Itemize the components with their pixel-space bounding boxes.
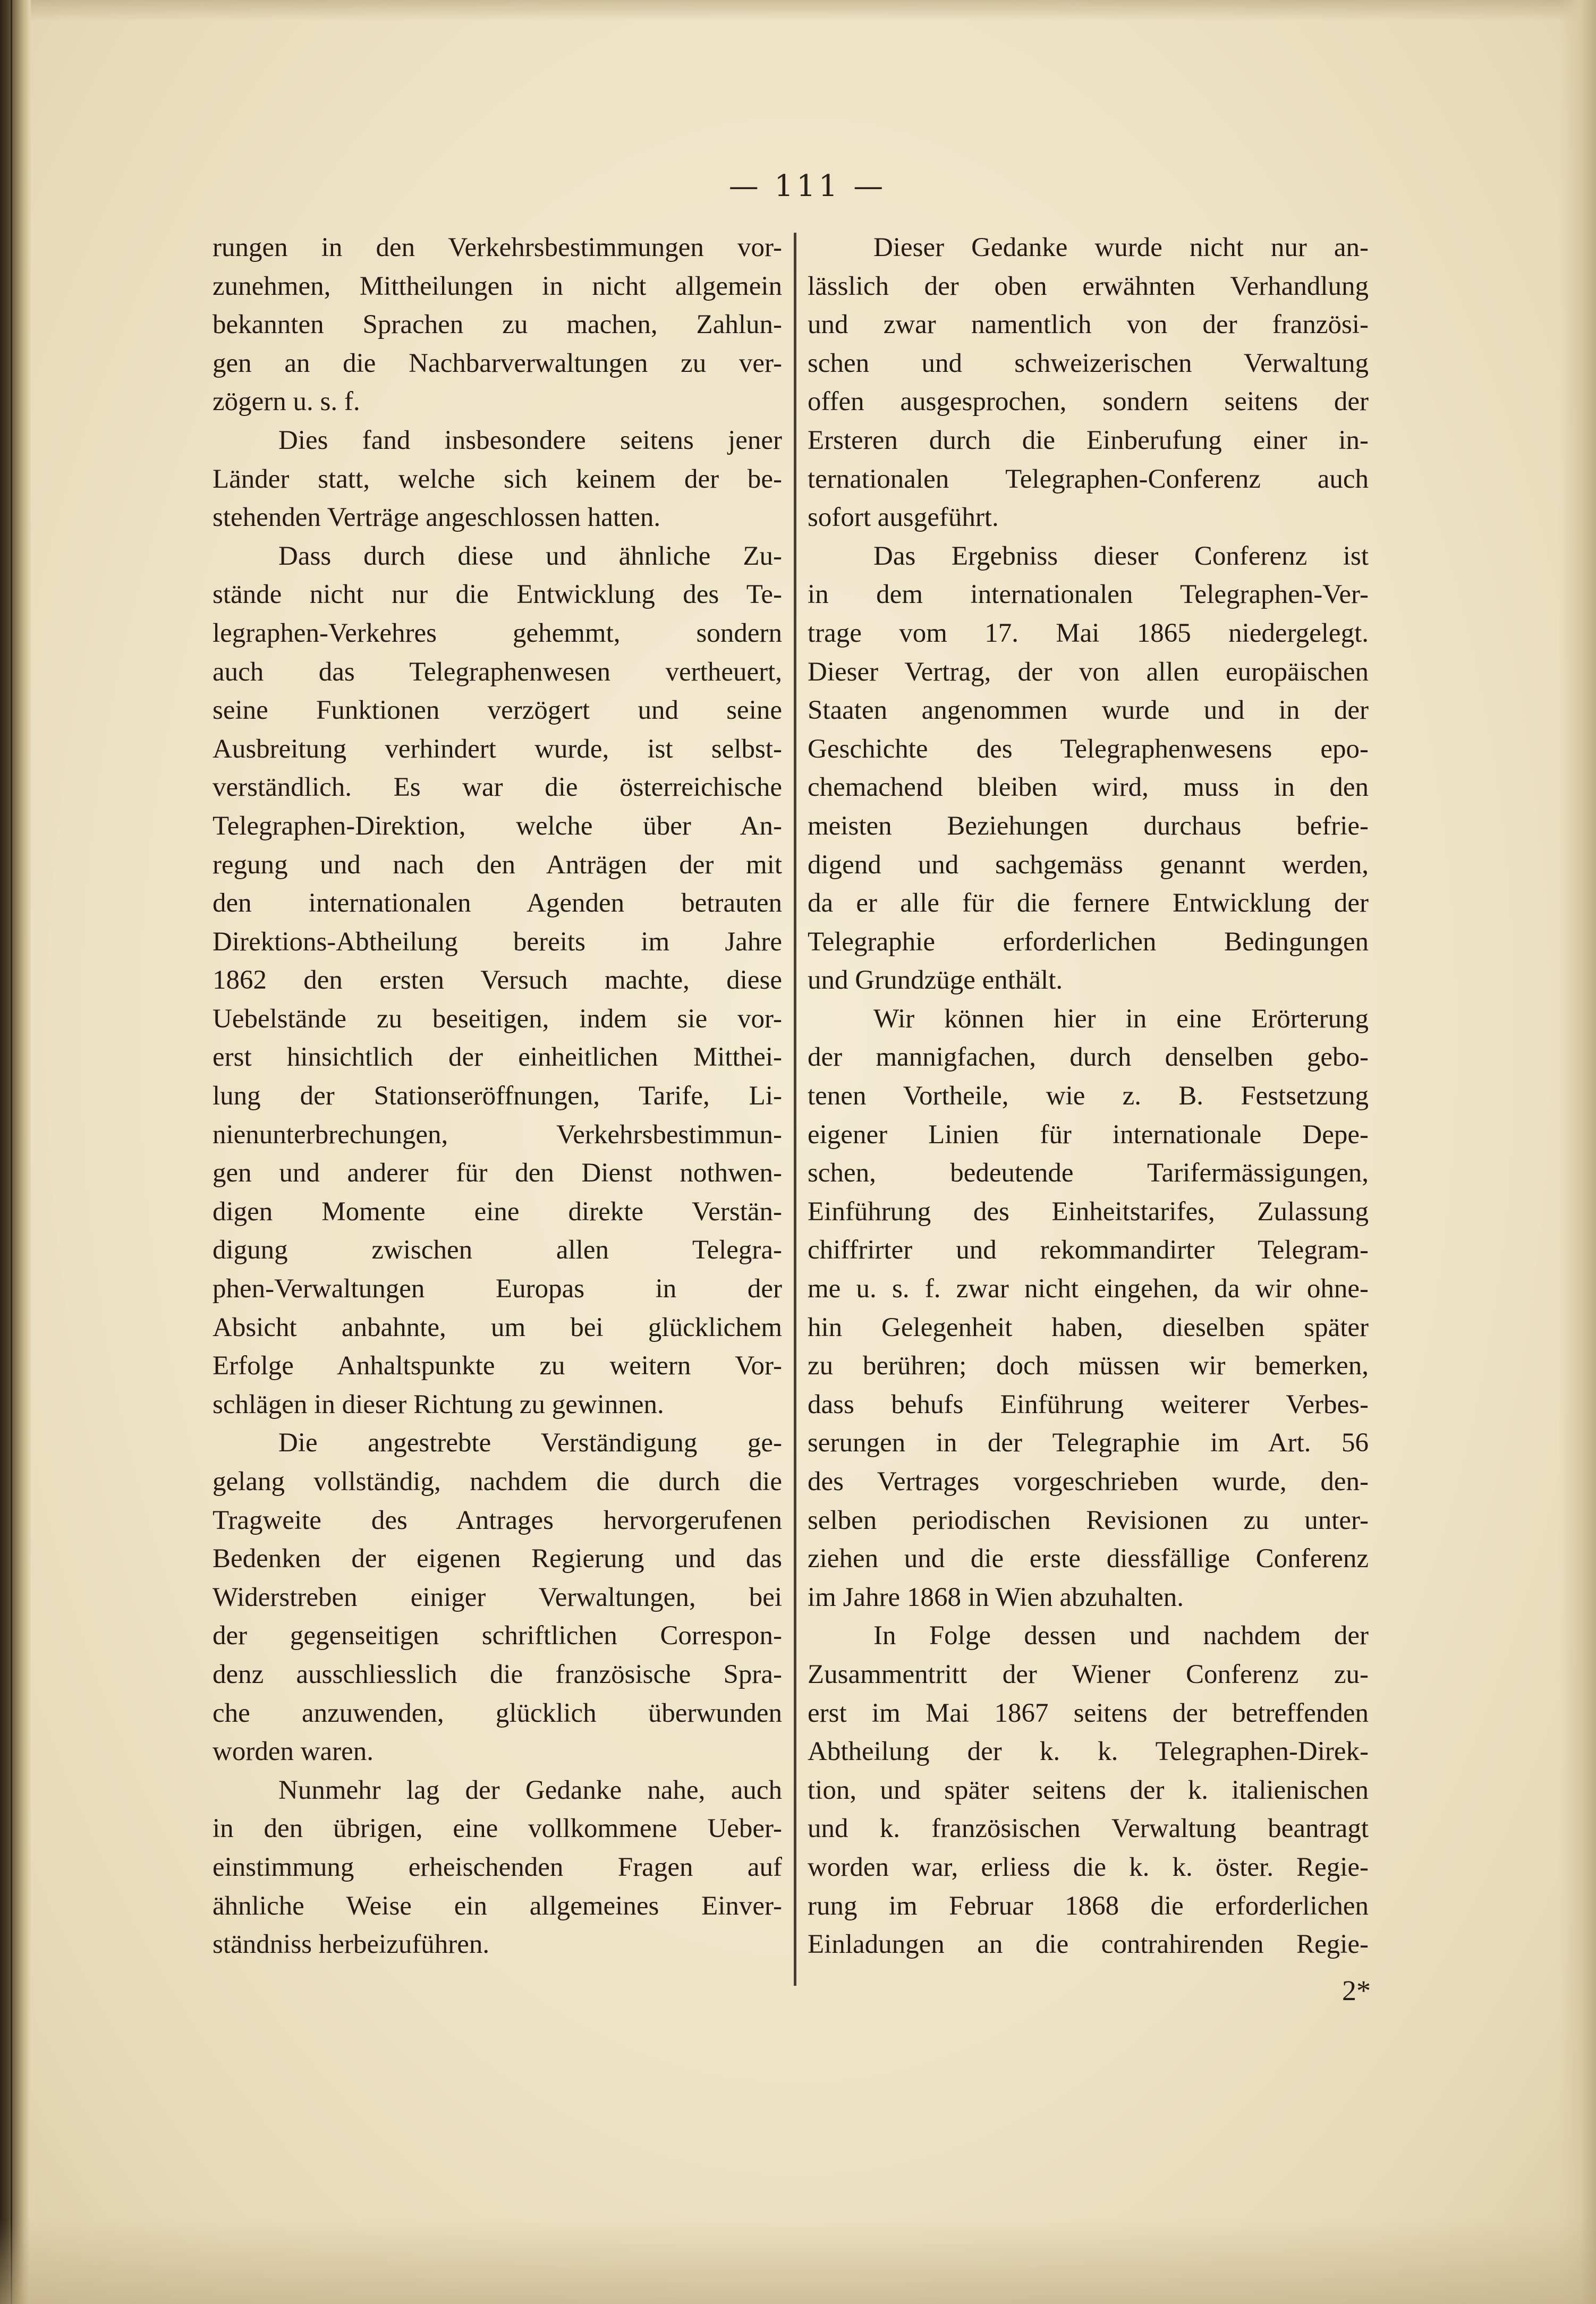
page-number: — 111 —: [728, 169, 887, 203]
text-line: Einladungen an die contrahirenden Regie-: [808, 1929, 1369, 1960]
paragraph-start-line: Die angestrebte Verständigung ge-: [278, 1428, 782, 1458]
text-line: schlägen in dieser Richtung zu gewinnen.: [213, 1389, 664, 1419]
text-line: im Jahre 1868 in Wien abzuhalten.: [808, 1582, 1184, 1612]
paragraph-start-line: Dieser Gedanke wurde nicht nur an-: [873, 233, 1369, 262]
text-line: Staaten angenommen wurde und in der: [808, 695, 1369, 726]
text-line: regung und nach den Anträgen der mit: [213, 849, 782, 880]
text-line: digung zwischen allen Telegra-: [213, 1235, 782, 1265]
text-line: da er alle für die fernere Entwicklung der: [808, 888, 1369, 919]
text-line: serungen in der Telegraphie im Art. 56: [808, 1428, 1369, 1458]
text-line: einstimmung erheischenden Fragen auf: [213, 1852, 782, 1882]
text-line: Bedenken der eigenen Regierung und das: [213, 1544, 782, 1574]
text-line: des Vertrages vorgeschrieben wurde, den-: [808, 1467, 1369, 1497]
page-bottom-shade: [0, 2219, 1596, 2304]
text-line: Tragweite des Antrages hervorgerufenen: [213, 1505, 782, 1535]
text-line: der mannigfachen, durch denselben gebo-: [808, 1042, 1369, 1073]
text-line: gen und anderer für den Dienst nothwen-: [213, 1158, 782, 1188]
text-line: Uebelstände zu beseitigen, indem sie vor-: [213, 1004, 782, 1034]
text-line: hin Gelegenheit haben, dieselben später: [808, 1312, 1369, 1342]
text-line: denz ausschliesslich die französische Spra-: [213, 1659, 782, 1689]
text-line: che anzuwenden, glücklich überwunden: [213, 1698, 782, 1728]
text-line: stände nicht nur die Entwicklung des Te-: [213, 580, 782, 610]
text-line: Ausbreitung verhindert wurde, ist selbst-: [213, 734, 782, 764]
left-text-column: [213, 228, 782, 1964]
text-line: nienunterbrechungen, Verkehrsbestimmun-: [213, 1119, 782, 1150]
paragraph-start-line: Dies fand insbesondere seitens jener: [278, 425, 782, 455]
text-line: und zwar namentlich von der französi-: [808, 310, 1369, 340]
text-line: stehenden Verträge angeschlossen hatten.: [213, 503, 661, 533]
text-line: rungen in den Verkehrsbestimmungen vor-: [213, 233, 782, 262]
text-line: Widerstreben einiger Verwaltungen, bei: [213, 1582, 782, 1612]
text-line: 1862 den ersten Versuch machte, diese: [213, 965, 782, 996]
text-line: tion, und später seitens der k. italienischen: [808, 1775, 1369, 1805]
page-top-edge: [0, 0, 1596, 21]
paragraph-start-line: In Folge dessen und nachdem der: [873, 1621, 1369, 1651]
text-line: und k. französischen Verwaltung beantragt: [808, 1814, 1369, 1844]
paragraph-start-line: Das Ergebniss dieser Conferenz ist: [873, 541, 1369, 571]
text-line: erst im Mai 1867 seitens der betreffenden: [808, 1698, 1369, 1728]
text-line: erst hinsichtlich der einheitlichen Mitthei-: [213, 1042, 782, 1073]
text-line: digend und sachgemäss genannt werden,: [808, 849, 1369, 880]
text-line: lässlich der oben erwähnten Verhandlung: [808, 271, 1369, 301]
text-line: Länder statt, welche sich keinem der be-: [213, 464, 782, 494]
page-right-edge: [1559, 0, 1596, 2304]
text-line: zögern u. s. f.: [213, 387, 360, 417]
text-line: seine Funktionen verzögert und seine: [213, 695, 782, 726]
paragraph-start-line: Wir können hier in eine Erörterung: [873, 1004, 1369, 1034]
text-line: selben periodischen Revisionen zu unter-: [808, 1505, 1369, 1535]
text-line: eigener Linien für internationale Depe-: [808, 1119, 1369, 1150]
text-line: Absicht anbahnte, um bei glücklichem: [213, 1312, 782, 1342]
text-line: in den übrigen, eine vollkommene Ueber-: [213, 1814, 782, 1844]
text-line: der gegenseitigen schriftlichen Correspon-: [213, 1621, 782, 1651]
paragraph-start-line: Nunmehr lag der Gedanke nahe, auch: [278, 1775, 782, 1805]
text-line: Telegraphen-Direktion, welche über An-: [213, 811, 782, 841]
text-line: bekannten Sprachen zu machen, Zahlun-: [213, 310, 782, 340]
text-line: trage vom 17. Mai 1865 niedergelegt.: [808, 618, 1369, 648]
text-line: chiffrirter und rekommandirter Telegram-: [808, 1235, 1369, 1265]
text-line: Erfolge Anhaltspunkte zu weitern Vor-: [213, 1351, 782, 1381]
text-line: rung im Februar 1868 die erforderlichen: [808, 1891, 1369, 1921]
text-line: ternationalen Telegraphen-Conferenz auch: [808, 464, 1369, 494]
printer-signature-mark: 2*: [1342, 1975, 1371, 2007]
text-line: ähnliche Weise ein allgemeines Einver-: [213, 1891, 782, 1921]
text-line: in dem internationalen Telegraphen-Ver-: [808, 580, 1369, 610]
text-line: schen, bedeutende Tarifermässigungen,: [808, 1158, 1369, 1188]
text-line: zunehmen, Mittheilungen in nicht allgemein: [213, 271, 782, 301]
text-line: schen und schweizerischen Verwaltung: [808, 348, 1369, 378]
text-line: Geschichte des Telegraphenwesens epo-: [808, 734, 1369, 764]
paragraph-start-line: Dass durch diese und ähnliche Zu-: [278, 541, 782, 571]
text-line: und Grundzüge enthält.: [808, 965, 1063, 996]
text-line: me u. s. f. zwar nicht eingehen, da wir ohne-: [808, 1274, 1369, 1304]
text-line: zu berühren; doch müssen wir bemerken,: [808, 1351, 1369, 1381]
text-line: dass behufs Einführung weiterer Verbes-: [808, 1389, 1369, 1419]
text-line: meisten Beziehungen durchaus befrie-: [808, 811, 1369, 841]
text-line: Ersteren durch die Einberufung einer in-: [808, 425, 1369, 455]
text-line: gen an die Nachbarverwaltungen zu ver-: [213, 348, 782, 378]
column-divider: [794, 233, 796, 1986]
book-binding-edge: [0, 0, 31, 2304]
text-line: ständniss herbeizuführen.: [213, 1929, 490, 1960]
text-line: lung der Stationseröffnungen, Tarife, Li-: [213, 1081, 782, 1111]
text-line: Einführung des Einheitstarifes, Zulassung: [808, 1196, 1369, 1227]
text-line: tenen Vortheile, wie z. B. Festsetzung: [808, 1081, 1369, 1111]
text-line: Abtheilung der k. k. Telegraphen-Direk-: [808, 1737, 1369, 1767]
text-line: chemachend bleiben wird, muss in den: [808, 772, 1369, 803]
text-line: ziehen und die erste diessfällige Conferenz: [808, 1544, 1369, 1574]
text-line: worden waren.: [213, 1737, 374, 1767]
text-line: gelang vollständig, nachdem die durch die: [213, 1467, 782, 1497]
binding-line: [11, 0, 12, 2304]
text-line: phen-Verwaltungen Europas in der: [213, 1274, 782, 1304]
text-line: Telegraphie erforderlichen Bedingungen: [808, 926, 1369, 957]
text-line: legraphen-Verkehres gehemmt, sondern: [213, 618, 782, 648]
text-line: Direktions-Abtheilung bereits im Jahre: [213, 926, 782, 957]
text-line: auch das Telegraphenwesen vertheuert,: [213, 657, 782, 687]
text-line: den internationalen Agenden betrauten: [213, 888, 782, 919]
text-line: verständlich. Es war die österreichische: [213, 772, 782, 803]
text-line: offen ausgesprochen, sondern seitens der: [808, 387, 1369, 417]
text-line: Zusammentritt der Wiener Conferenz zu-: [808, 1659, 1369, 1689]
text-line: worden war, erliess die k. k. öster. Regie-: [808, 1852, 1369, 1882]
right-text-column: [808, 228, 1369, 1964]
text-line: digen Momente eine direkte Verstän-: [213, 1196, 782, 1227]
text-line: sofort ausgeführt.: [808, 503, 999, 533]
text-line: Dieser Vertrag, der von allen europäischen: [808, 657, 1369, 687]
